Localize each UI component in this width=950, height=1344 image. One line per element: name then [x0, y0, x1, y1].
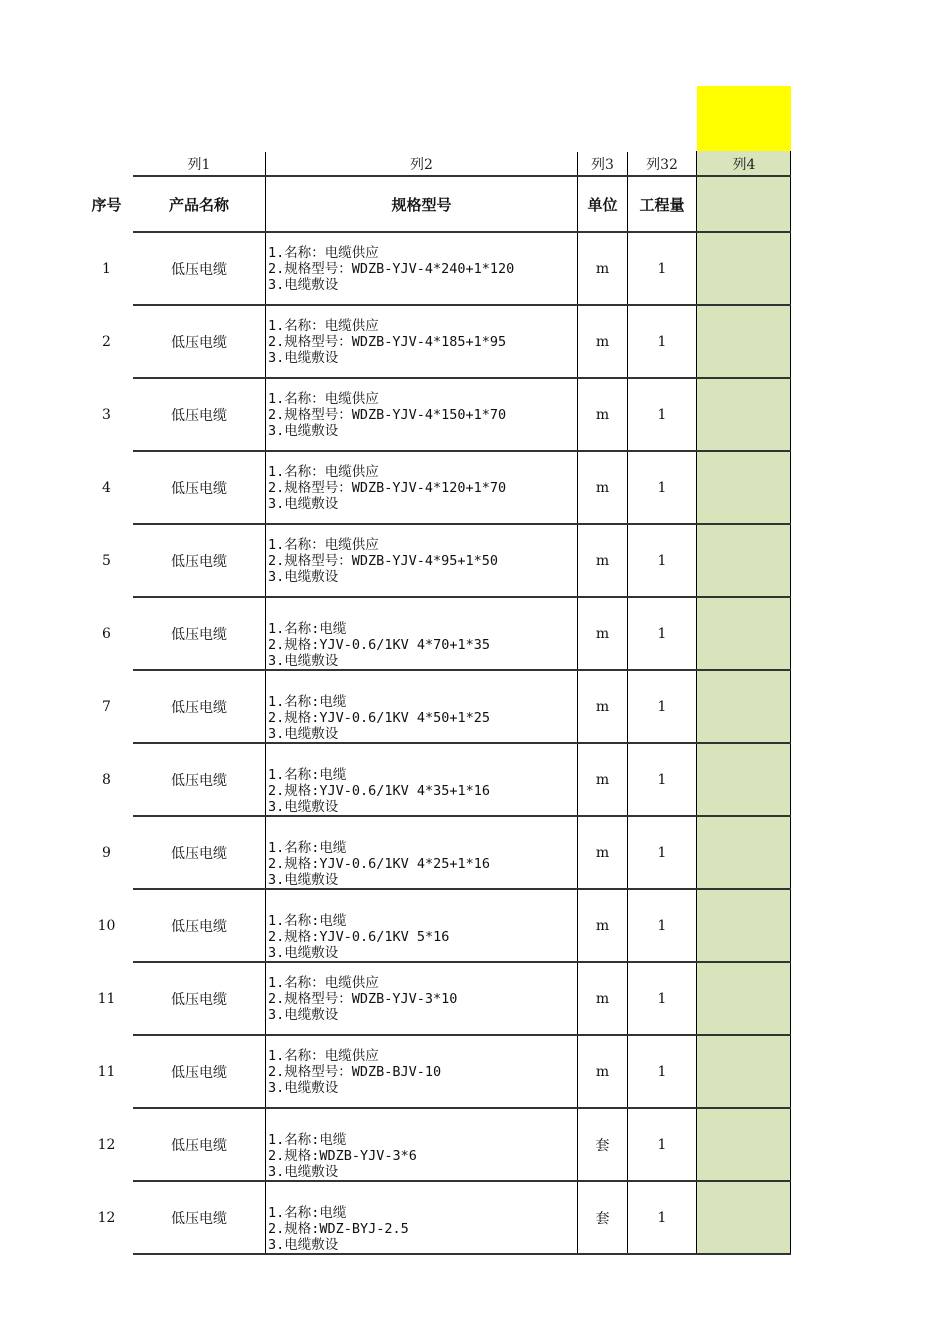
row-product-name: 低压电缆	[171, 335, 227, 351]
grid-hline	[133, 1180, 791, 1182]
spec-line: 1.名称：电缆供应	[268, 537, 379, 553]
grid-hline	[133, 815, 791, 817]
row-seq: 4	[102, 480, 111, 496]
column-label-32[interactable]: 列32	[646, 157, 678, 173]
row-spec	[266, 452, 577, 524]
grid-hline	[133, 596, 791, 598]
grid-hline	[133, 669, 791, 671]
row-seq: 12	[97, 1210, 116, 1226]
row-seq: 6	[102, 626, 111, 642]
grid-hline	[133, 304, 791, 306]
grid-hline	[133, 888, 791, 890]
row-spec	[266, 1182, 577, 1254]
row-col4-input[interactable]	[697, 232, 791, 305]
row-col4-input[interactable]	[697, 378, 791, 451]
row-product-name: 低压电缆	[171, 1211, 227, 1227]
spec-line: 1.名称：电缆供应	[268, 318, 379, 334]
grid-vline	[265, 152, 266, 1254]
row-product-name: 低压电缆	[171, 481, 227, 497]
spec-line: 1.名称:电缆	[268, 1132, 347, 1148]
column-label-1[interactable]: 列1	[187, 157, 211, 173]
grid-hline	[133, 1253, 791, 1255]
spec-line: 1.名称：电缆供应	[268, 464, 379, 480]
spec-line: 2.规格型号：WDZB-YJV-3*10	[268, 991, 458, 1007]
spec-line: 2.规格型号：WDZB-YJV-4*95+1*50	[268, 553, 499, 569]
spec-line: 1.名称:电缆	[268, 1205, 347, 1221]
row-seq: 5	[102, 553, 111, 569]
row-col4-input[interactable]	[697, 451, 791, 524]
row-col4-input[interactable]	[697, 816, 791, 889]
spec-line: 3.电缆敷设	[268, 496, 339, 512]
column-label-2[interactable]: 列2	[410, 157, 433, 173]
spec-line: 3.电缆敷设	[268, 872, 339, 888]
row-quantity: 1	[657, 699, 667, 715]
row-spec	[266, 233, 577, 305]
row-unit: 套	[595, 1138, 610, 1154]
row-seq: 9	[102, 845, 111, 861]
grid-hline	[133, 523, 791, 525]
grid-hline	[133, 175, 791, 177]
row-quantity: 1	[657, 1137, 667, 1153]
spec-line: 3.电缆敷设	[268, 1164, 339, 1180]
spec-line: 1.名称：电缆供应	[268, 1048, 379, 1064]
row-unit: m	[595, 334, 610, 350]
row-product-name: 低压电缆	[171, 554, 227, 570]
grid-vline	[627, 152, 628, 1254]
grid-hline	[133, 377, 791, 379]
spec-lines	[268, 391, 506, 439]
row-seq: 7	[102, 699, 111, 715]
grid-hline	[133, 742, 791, 744]
row-unit: 套	[595, 1211, 610, 1227]
spec-line: 3.电缆敷设	[268, 277, 339, 293]
spec-line: 3.电缆敷设	[268, 1080, 339, 1096]
spec-line: 3.电缆敷设	[268, 423, 339, 439]
row-quantity: 1	[657, 480, 667, 496]
row-quantity: 1	[657, 553, 667, 569]
row-spec	[266, 744, 577, 816]
spec-line: 2.规格:WDZB-YJV-3*6	[268, 1148, 417, 1164]
header-product-name: 产品名称	[168, 196, 229, 214]
row-product-name: 低压电缆	[171, 919, 227, 935]
spec-line: 3.电缆敷设	[268, 1237, 339, 1253]
spec-line: 2.规格:YJV-0.6/1KV 4*70+1*35	[268, 637, 491, 653]
spec-line: 2.规格:WDZ-BYJ-2.5	[268, 1221, 409, 1237]
spec-lines	[268, 694, 490, 742]
spec-line: 1.名称:电缆	[268, 913, 347, 929]
row-product-name: 低压电缆	[171, 846, 227, 862]
spec-line: 2.规格型号：WDZB-YJV-4*120+1*70	[268, 480, 507, 496]
row-col4-input[interactable]	[697, 962, 791, 1035]
row-product-name: 低压电缆	[171, 992, 227, 1008]
spec-lines	[268, 318, 506, 366]
row-unit: m	[595, 918, 610, 934]
grid-hline	[133, 231, 791, 233]
row-col4-input[interactable]	[697, 670, 791, 743]
row-seq: 8	[102, 772, 111, 788]
spec-line: 2.规格型号：WDZB-YJV-4*150+1*70	[268, 407, 507, 423]
column-label-4[interactable]: 列4	[697, 151, 791, 176]
spec-line: 2.规格:YJV-0.6/1KV 4*25+1*16	[268, 856, 491, 872]
row-unit: m	[595, 1064, 610, 1080]
spec-lines	[268, 1048, 441, 1096]
row-col4-input[interactable]	[697, 1035, 791, 1108]
column-label-3[interactable]: 列3	[591, 157, 614, 173]
row-spec	[266, 817, 577, 889]
spec-line: 2.规格型号：WDZB-YJV-4*185+1*95	[268, 334, 507, 350]
row-spec	[266, 525, 577, 597]
spec-line: 3.电缆敷设	[268, 726, 339, 742]
row-unit: m	[595, 480, 610, 496]
row-spec	[266, 306, 577, 378]
row-spec	[266, 1109, 577, 1181]
spec-line: 2.规格型号：WDZB-BJV-10	[268, 1064, 442, 1080]
spec-lines	[268, 464, 506, 512]
spec-line: 1.名称：电缆供应	[268, 391, 379, 407]
row-spec	[266, 890, 577, 962]
row-unit: m	[595, 407, 610, 423]
row-unit: m	[595, 553, 610, 569]
row-quantity: 1	[657, 845, 667, 861]
row-spec	[266, 598, 577, 670]
highlight-cell-yellow	[697, 86, 791, 151]
row-col4-input[interactable]	[697, 305, 791, 378]
spec-line: 2.规格:YJV-0.6/1KV 5*16	[268, 929, 450, 945]
spec-line: 1.名称:电缆	[268, 840, 347, 856]
spec-lines	[268, 245, 514, 293]
spec-line: 1.名称:电缆	[268, 621, 347, 637]
row-product-name: 低压电缆	[171, 408, 227, 424]
row-spec	[266, 1036, 577, 1108]
row-quantity: 1	[657, 991, 667, 1007]
row-spec	[266, 671, 577, 743]
row-quantity: 1	[657, 407, 667, 423]
grid-hline	[133, 1107, 791, 1109]
row-product-name: 低压电缆	[171, 262, 227, 278]
row-seq: 10	[97, 918, 116, 934]
row-seq: 2	[102, 334, 111, 350]
row-spec	[266, 379, 577, 451]
row-quantity: 1	[657, 772, 667, 788]
row-unit: m	[595, 261, 610, 277]
row-product-name: 低压电缆	[171, 773, 227, 789]
row-quantity: 1	[657, 626, 667, 642]
spec-line: 3.电缆敷设	[268, 350, 339, 366]
row-seq: 11	[97, 1064, 116, 1080]
spec-lines	[268, 1132, 417, 1180]
spec-lines	[268, 1205, 409, 1253]
row-product-name: 低压电缆	[171, 1138, 227, 1154]
grid-vline	[790, 151, 791, 1254]
spec-lines	[268, 975, 457, 1023]
row-unit: m	[595, 845, 610, 861]
row-quantity: 1	[657, 334, 667, 350]
row-unit: m	[595, 772, 610, 788]
header-seq: 序号	[91, 196, 122, 214]
spec-line: 3.电缆敷设	[268, 653, 339, 669]
spec-lines	[268, 913, 449, 961]
spec-lines	[268, 840, 490, 888]
row-unit: m	[595, 991, 610, 1007]
spec-line: 3.电缆敷设	[268, 569, 339, 585]
spec-line: 3.电缆敷设	[268, 1007, 339, 1023]
row-spec	[266, 963, 577, 1035]
row-col4-input[interactable]	[697, 1181, 791, 1254]
row-seq: 12	[97, 1137, 116, 1153]
spec-lines	[268, 537, 498, 585]
row-col4-input[interactable]	[697, 524, 791, 597]
row-unit: m	[595, 699, 610, 715]
row-product-name: 低压电缆	[171, 700, 227, 716]
header-spec: 规格型号	[391, 196, 452, 214]
spec-lines	[268, 621, 490, 669]
row-col4-input[interactable]	[697, 889, 791, 962]
spec-line: 2.规格:YJV-0.6/1KV 4*35+1*16	[268, 783, 491, 799]
grid-vline	[696, 151, 697, 1254]
spec-line: 3.电缆敷设	[268, 799, 339, 815]
header-col4[interactable]	[697, 176, 791, 232]
row-col4-input[interactable]	[697, 597, 791, 670]
grid-vline	[577, 152, 578, 1254]
spec-line: 1.名称：电缆供应	[268, 975, 379, 991]
row-quantity: 1	[657, 1210, 667, 1226]
grid-hline	[133, 961, 791, 963]
row-product-name: 低压电缆	[171, 1065, 227, 1081]
spec-line: 3.电缆敷设	[268, 945, 339, 961]
spec-line: 1.名称:电缆	[268, 767, 347, 783]
header-unit: 单位	[587, 196, 618, 214]
grid-hline	[133, 450, 791, 452]
header-quantity: 工程量	[639, 196, 685, 214]
row-unit: m	[595, 626, 610, 642]
spec-line: 1.名称：电缆供应	[268, 245, 379, 261]
row-quantity: 1	[657, 261, 667, 277]
row-seq: 1	[102, 261, 111, 277]
row-seq: 3	[102, 407, 111, 423]
row-seq: 11	[97, 991, 116, 1007]
spec-line: 2.规格型号：WDZB-YJV-4*240+1*120	[268, 261, 515, 277]
row-col4-input[interactable]	[697, 1108, 791, 1181]
spec-lines	[268, 767, 490, 815]
row-quantity: 1	[657, 1064, 667, 1080]
spec-line: 2.规格:YJV-0.6/1KV 4*50+1*25	[268, 710, 491, 726]
row-col4-input[interactable]	[697, 743, 791, 816]
row-product-name: 低压电缆	[171, 627, 227, 643]
grid-hline	[133, 1034, 791, 1036]
spec-line: 1.名称:电缆	[268, 694, 347, 710]
row-quantity: 1	[657, 918, 667, 934]
